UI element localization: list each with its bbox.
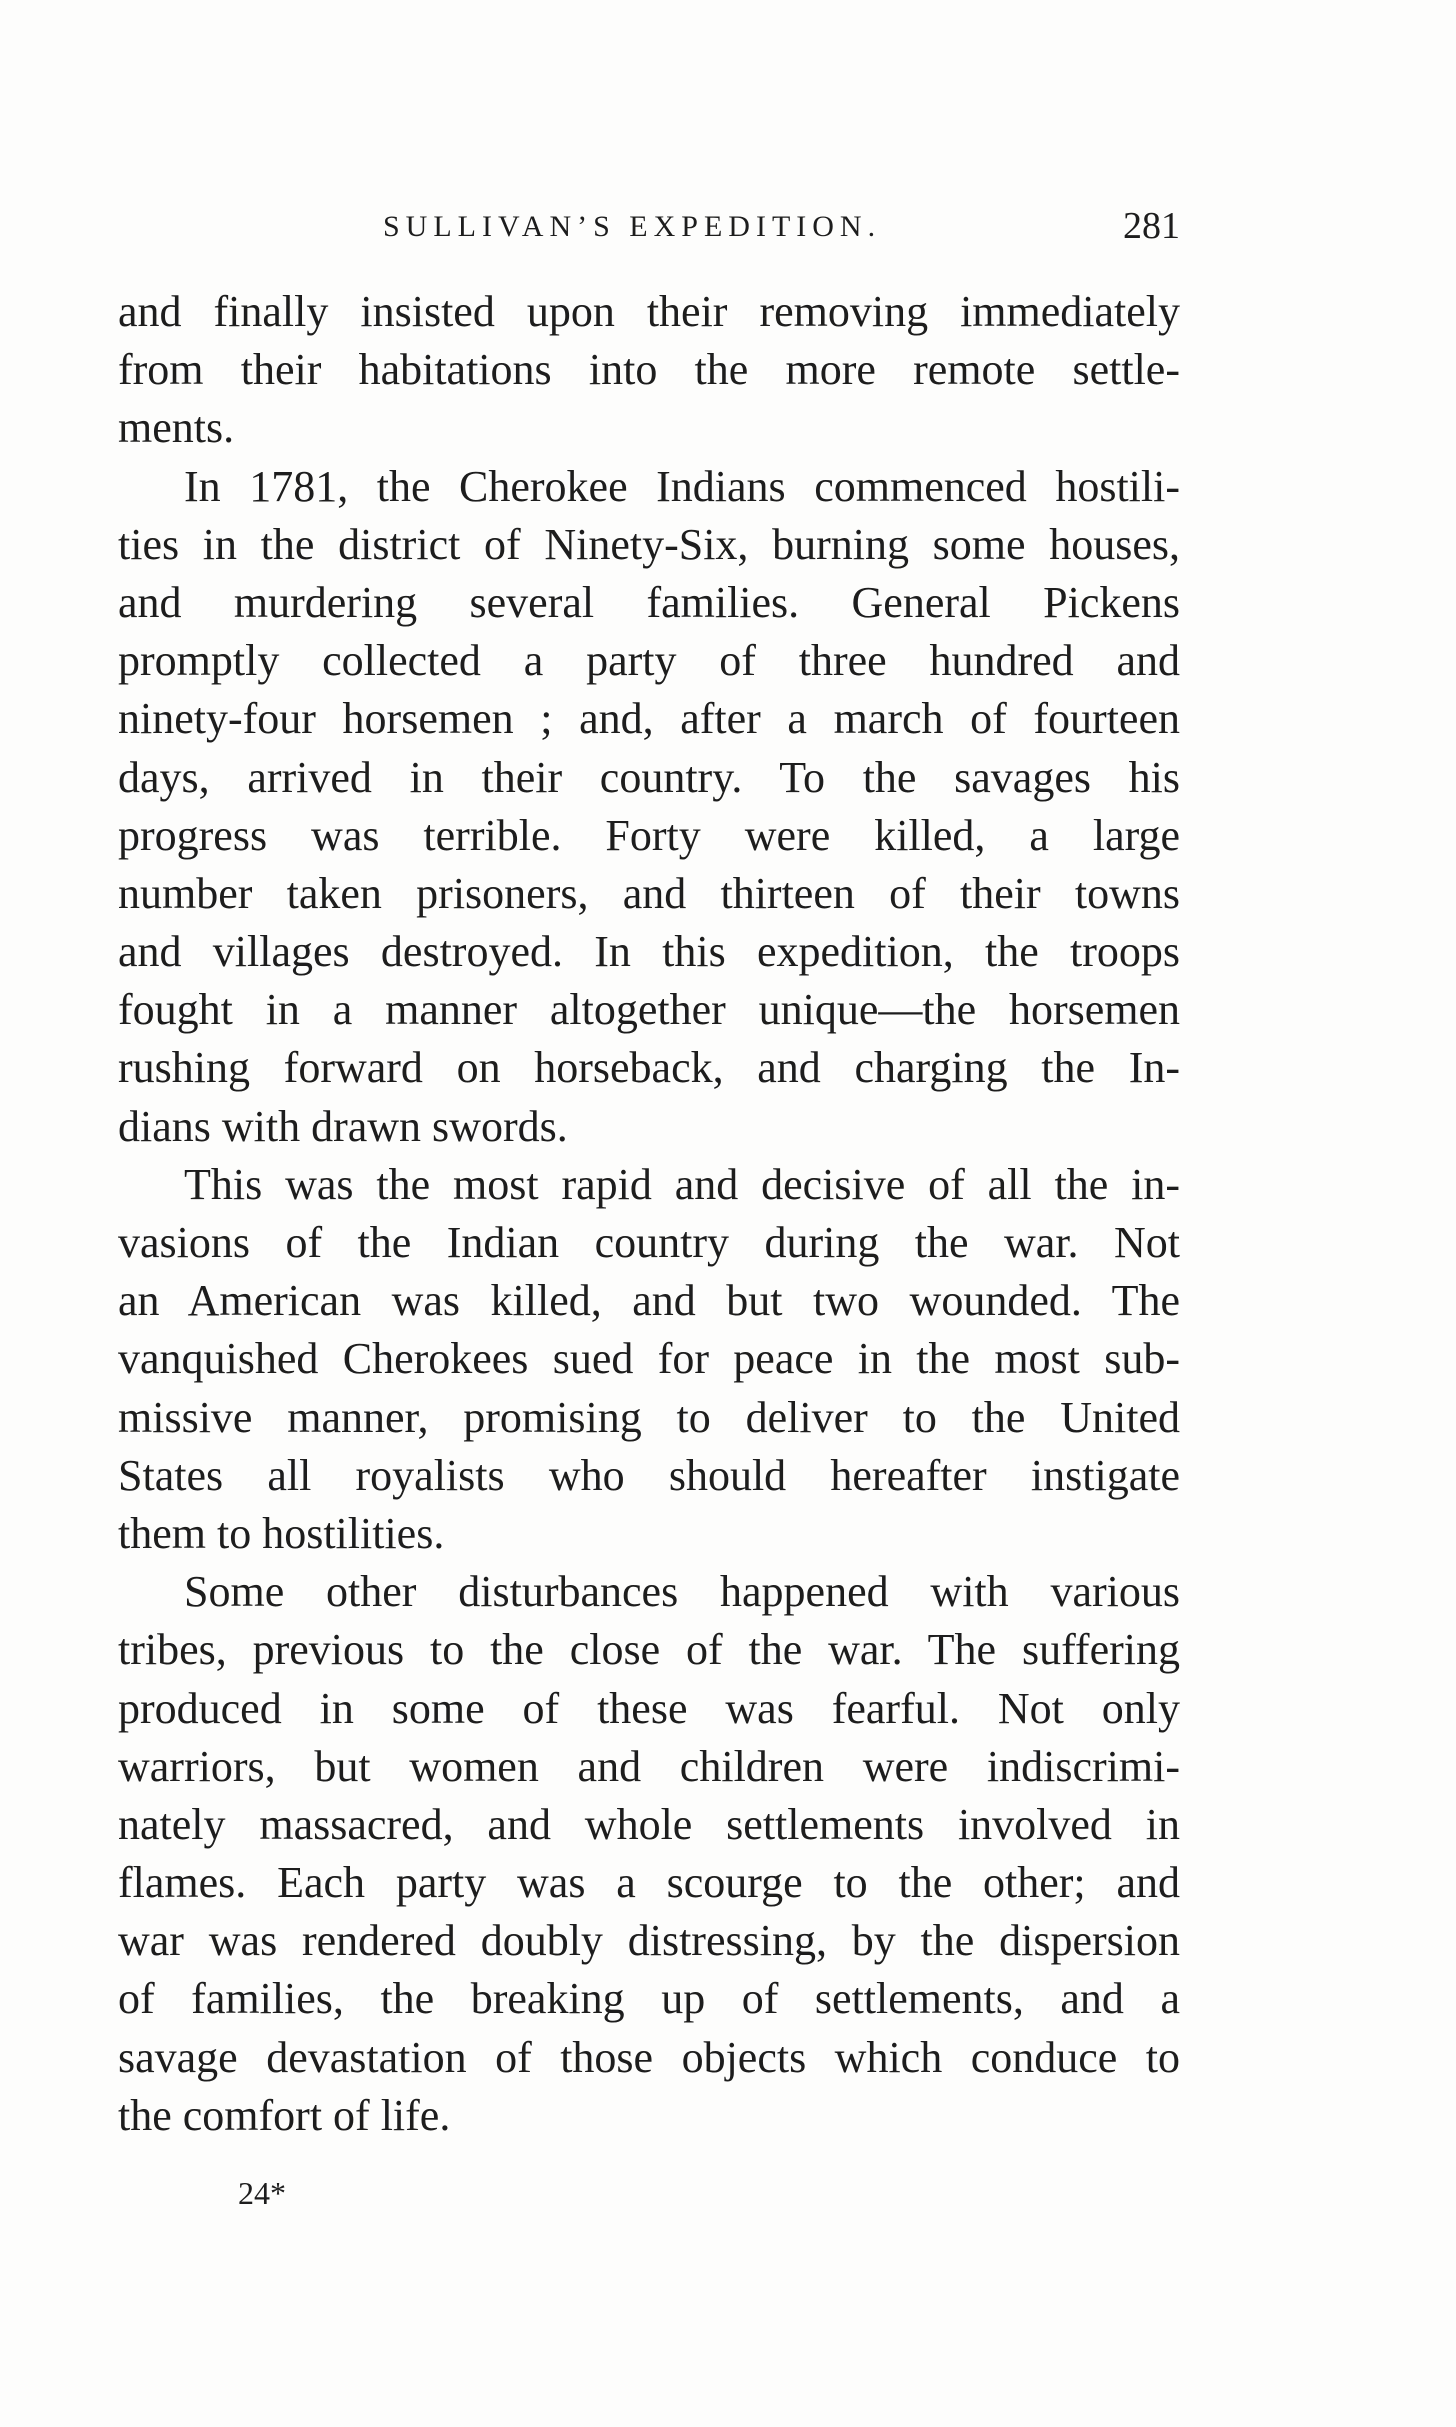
text-line: and finally insisted upon their removing immediately — [118, 287, 1180, 336]
body-text — [118, 283, 1180, 2145]
text-line: nately massacred, and whole settlements involved in — [118, 1799, 1180, 1849]
text-line: missive manner, promising to deliver to the United — [118, 1392, 1180, 1442]
text-line: tribes, previous to the close of the war. The suffering — [118, 1625, 1180, 1675]
text-line: war was rendered doubly distressing, by the dispersion — [118, 1916, 1180, 1966]
text-line: days, arrived in their country. To the savages his — [118, 752, 1180, 802]
text-line: fought in a manner altogether unique—the horsemen — [118, 985, 1180, 1035]
text-line: number taken prisoners, and thirteen of their towns — [118, 868, 1180, 918]
text-line: an American was killed, and but two wounded. The — [118, 1276, 1180, 1326]
text-line: warriors, but women and children were indiscrimi- — [118, 1741, 1180, 1791]
text-line: from their habitations into the more remote settle- — [118, 345, 1180, 395]
text-line: them to hostilities. — [118, 1508, 445, 1558]
text-line: ninety-four horsemen ; and, after a march of fourteen — [118, 694, 1180, 744]
running-head — [118, 200, 1180, 260]
text-line: States all royalists who should hereafter instigate — [118, 1450, 1180, 1500]
text-line: progress was terrible. Forty were killed, a large — [118, 810, 1180, 860]
text-line: rushing forward on horseback, and charging the In- — [118, 1043, 1180, 1093]
text-line: savage devastation of those objects which conduce to — [118, 2032, 1180, 2082]
paragraph-start-line: In 1781, the Cherokee Indians commenced hostili- — [184, 461, 1180, 511]
text-line: and murdering several families. General Pickens — [118, 577, 1180, 627]
signature-mark: 24* — [238, 2175, 286, 2211]
text-line: promptly collected a party of three hundred and — [118, 636, 1180, 686]
running-title: SULLIVAN’S EXPEDITION. — [383, 210, 882, 243]
paragraph-start-line: This was the most rapid and decisive of all the in- — [184, 1159, 1180, 1209]
text-line: produced in some of these was fearful. Not only — [118, 1683, 1180, 1733]
text-line: of families, the breaking up of settlements, and a — [118, 1974, 1180, 2024]
text-line: ments. — [118, 403, 235, 453]
text-line: the comfort of life. — [118, 2090, 451, 2140]
page-number: 281 — [1123, 205, 1180, 247]
text-line: dians with drawn swords. — [118, 1101, 568, 1151]
text-line: and villages destroyed. In this expedition, the troops — [118, 927, 1180, 977]
text-line: vasions of the Indian country during the war. Not — [118, 1218, 1180, 1267]
paragraph-start-line: Some other disturbances happened with various — [184, 1567, 1180, 1617]
text-line: ties in the district of Ninety-Six, burning some houses, — [118, 519, 1180, 569]
text-line: vanquished Cherokees sued for peace in the most sub- — [118, 1334, 1180, 1384]
text-line: flames. Each party was a scourge to the other; and — [118, 1858, 1180, 1908]
